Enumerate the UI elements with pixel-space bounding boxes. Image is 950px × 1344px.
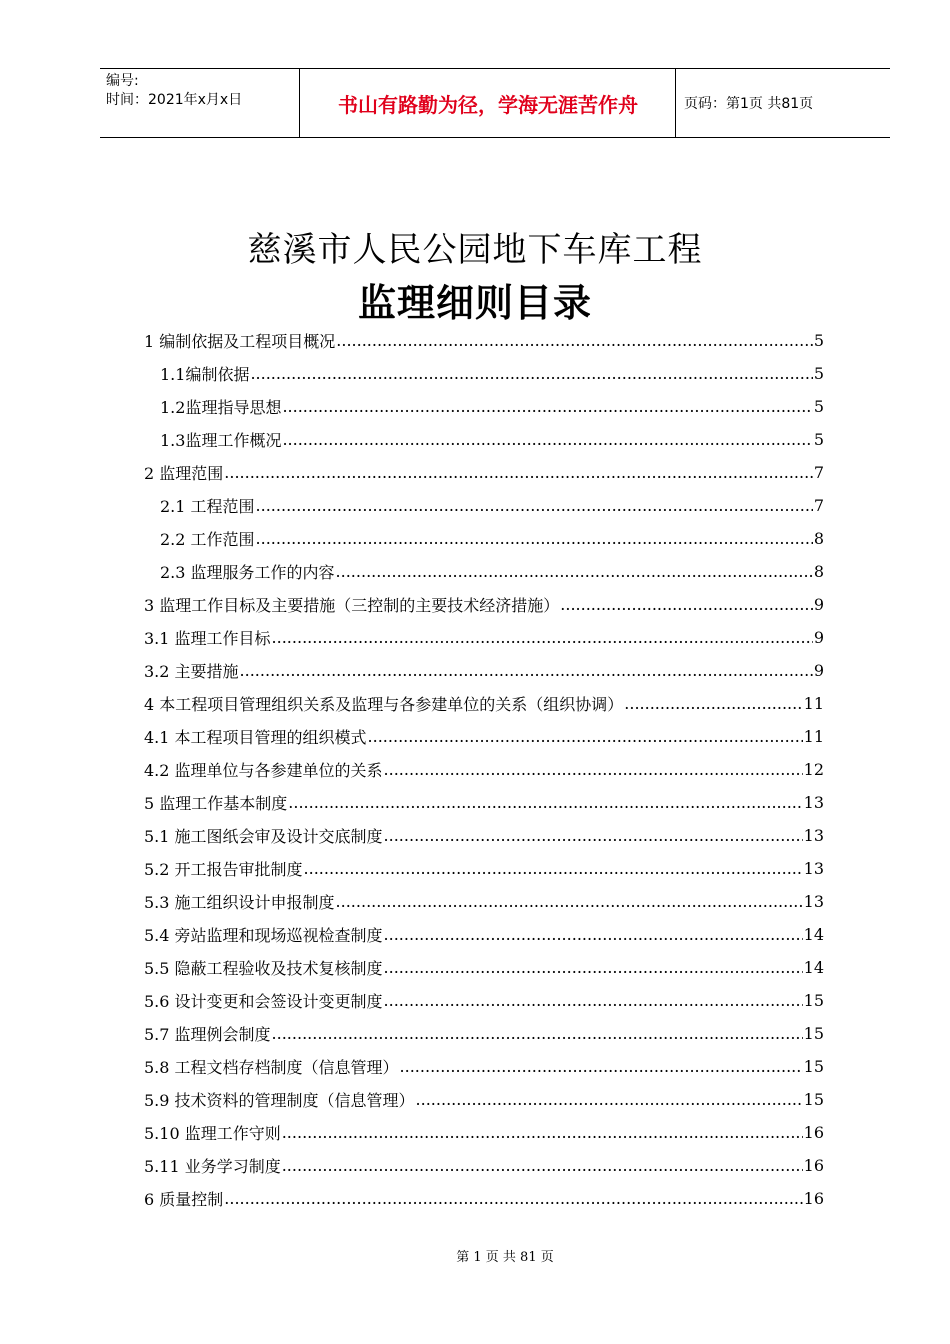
toc-entry-label: 2 监理范围 [144, 464, 224, 483]
toc-entry[interactable] [144, 423, 824, 456]
toc-leader-dots [240, 661, 813, 680]
toc-entry-label: 3.1 监理工作目标 [144, 629, 271, 648]
toc-entry[interactable] [144, 555, 824, 588]
toc-leader-dots [624, 694, 802, 713]
toc-entry[interactable] [144, 1083, 824, 1116]
toc-entry[interactable] [144, 522, 824, 555]
toc-entry-page: 13 [803, 793, 824, 812]
toc-leader-dots [384, 925, 803, 944]
toc-entry-page: 11 [803, 727, 824, 746]
toc-entry-label: 4 本工程项目管理组织关系及监理与各参建单位的关系（组织协调） [144, 695, 624, 714]
toc-leader-dots [282, 1123, 803, 1142]
toc-entry-page: 13 [803, 892, 824, 911]
toc-leader-dots [256, 529, 813, 548]
toc-leader-dots [384, 826, 803, 845]
toc-entry-label: 5.10 监理工作守则 [144, 1124, 281, 1143]
toc-entry[interactable] [144, 687, 824, 720]
header-page-info: 页码：第1页 共81页 [684, 96, 814, 112]
toc-entry-page: 11 [803, 694, 824, 713]
toc-entry-label: 3 监理工作目标及主要措施（三控制的主要技术经济措施） [144, 596, 560, 615]
toc-entry[interactable] [144, 588, 824, 621]
toc-entry[interactable] [144, 456, 824, 489]
toc-entry-page: 16 [803, 1156, 824, 1175]
toc-entry-label: 1.1编制依据 [160, 365, 250, 384]
toc-entry[interactable] [144, 1050, 824, 1083]
toc-entry[interactable] [144, 753, 824, 786]
toc-entry[interactable] [144, 1149, 824, 1182]
toc-entry-label: 5.1 施工图纸会审及设计交底制度 [144, 827, 383, 846]
project-title: 慈溪市人民公园地下车库工程 [247, 230, 703, 270]
toc-entry-page: 15 [803, 991, 824, 1010]
toc-entry[interactable] [144, 654, 824, 687]
toc-entry-label: 2.1 工程范围 [160, 497, 255, 516]
toc-entry-page: 5 [813, 430, 824, 449]
toc-leader-dots [272, 628, 813, 647]
toc-entry-page: 12 [803, 760, 824, 779]
toc-entry-page: 8 [813, 529, 824, 548]
toc-entry[interactable] [144, 324, 824, 357]
toc-entry[interactable] [144, 852, 824, 885]
toc-entry-label: 4.1 本工程项目管理的组织模式 [144, 728, 367, 747]
toc-leader-dots [272, 1024, 803, 1043]
toc-entry-label: 3.2 主要措施 [144, 662, 239, 681]
toc-entry-page: 7 [813, 463, 824, 482]
toc-entry-page: 14 [803, 925, 824, 944]
toc-entry-page: 5 [813, 331, 824, 350]
toc-entry[interactable] [144, 984, 824, 1017]
toc-entry-page: 7 [813, 496, 824, 515]
document-title: 监理细则目录 [357, 281, 592, 325]
toc-leader-dots [336, 331, 813, 350]
page-header [100, 68, 890, 138]
toc-entry-page: 5 [813, 364, 824, 383]
toc-leader-dots [384, 991, 803, 1010]
toc-entry-label: 5.8 工程文档存档制度（信息管理） [144, 1058, 399, 1077]
toc-entry-label: 5.11 业务学习制度 [144, 1157, 281, 1176]
toc-leader-dots [336, 562, 813, 581]
toc-leader-dots [282, 397, 812, 416]
toc-entry[interactable] [144, 918, 824, 951]
toc-entry-page: 9 [813, 628, 824, 647]
toc-entry-label: 5.5 隐蔽工程验收及技术复核制度 [144, 959, 383, 978]
toc-entry-label: 5.3 施工组织设计申报制度 [144, 893, 335, 912]
toc-entry-label: 2.2 工作范围 [160, 530, 255, 549]
toc-leader-dots [400, 1057, 803, 1076]
toc-entry[interactable] [144, 390, 824, 423]
toc-leader-dots [368, 727, 803, 746]
doc-number-label: 编号: [106, 73, 139, 89]
toc-entry-label: 5.4 旁站监理和现场巡视检查制度 [144, 926, 383, 945]
toc-entry-page: 13 [803, 859, 824, 878]
doc-time-label: 时间：2021年x月x日 [106, 92, 243, 108]
toc-leader-dots [384, 760, 803, 779]
toc-entry-page: 9 [813, 595, 824, 614]
toc-entry-label: 1.3监理工作概况 [160, 431, 282, 450]
toc-entry-label: 5.7 监理例会制度 [144, 1025, 271, 1044]
toc-leader-dots [224, 1189, 802, 1208]
toc-entry-page: 16 [803, 1189, 824, 1208]
toc-entry-page: 15 [803, 1057, 824, 1076]
toc-leader-dots [282, 1156, 803, 1175]
toc-entry[interactable] [144, 819, 824, 852]
toc-leader-dots [288, 793, 802, 812]
toc-entry-page: 5 [813, 397, 824, 416]
toc-entry[interactable] [144, 357, 824, 390]
toc-leader-dots [250, 364, 812, 383]
header-meta [100, 69, 300, 137]
toc-leader-dots [560, 595, 813, 614]
toc-entry-label: 5.9 技术资料的管理制度（信息管理） [144, 1091, 415, 1110]
toc-entry[interactable] [144, 1116, 824, 1149]
toc-leader-dots [256, 496, 813, 515]
toc-entry-label: 4.2 监理单位与各参建单位的关系 [144, 761, 383, 780]
toc-entry-page: 9 [813, 661, 824, 680]
toc-leader-dots [282, 430, 812, 449]
toc-entry-label: 2.3 监理服务工作的内容 [160, 563, 335, 582]
toc-entry-page: 8 [813, 562, 824, 581]
toc-leader-dots [384, 958, 803, 977]
toc-entry-label: 5.2 开工报告审批制度 [144, 860, 303, 879]
toc-entry[interactable] [144, 951, 824, 984]
toc-entry-page: 14 [803, 958, 824, 977]
toc-entry-page: 16 [803, 1123, 824, 1142]
table-of-contents [144, 324, 824, 1215]
toc-entry[interactable] [144, 621, 824, 654]
toc-entry[interactable] [144, 489, 824, 522]
toc-entry-label: 5 监理工作基本制度 [144, 794, 288, 813]
toc-leader-dots [224, 463, 813, 482]
toc-entry-label: 1 编制依据及工程项目概况 [144, 332, 336, 351]
toc-entry-page: 13 [803, 826, 824, 845]
toc-entry[interactable] [144, 885, 824, 918]
toc-entry[interactable] [144, 1182, 824, 1215]
page-footer: 第 1 页 共 81 页 [456, 1250, 554, 1265]
toc-entry[interactable] [144, 786, 824, 819]
toc-entry[interactable] [144, 720, 824, 753]
toc-entry[interactable] [144, 1017, 824, 1050]
toc-entry-page: 15 [803, 1024, 824, 1043]
toc-entry-page: 15 [803, 1090, 824, 1109]
header-slogan: 书山有路勤为径，学海无涯苦作舟 [301, 69, 676, 137]
toc-leader-dots [416, 1090, 803, 1109]
toc-leader-dots [304, 859, 803, 878]
toc-entry-label: 1.2监理指导思想 [160, 398, 282, 417]
toc-entry-label: 5.6 设计变更和会签设计变更制度 [144, 992, 383, 1011]
toc-entry-label: 6 质量控制 [144, 1190, 224, 1209]
toc-leader-dots [336, 892, 803, 911]
